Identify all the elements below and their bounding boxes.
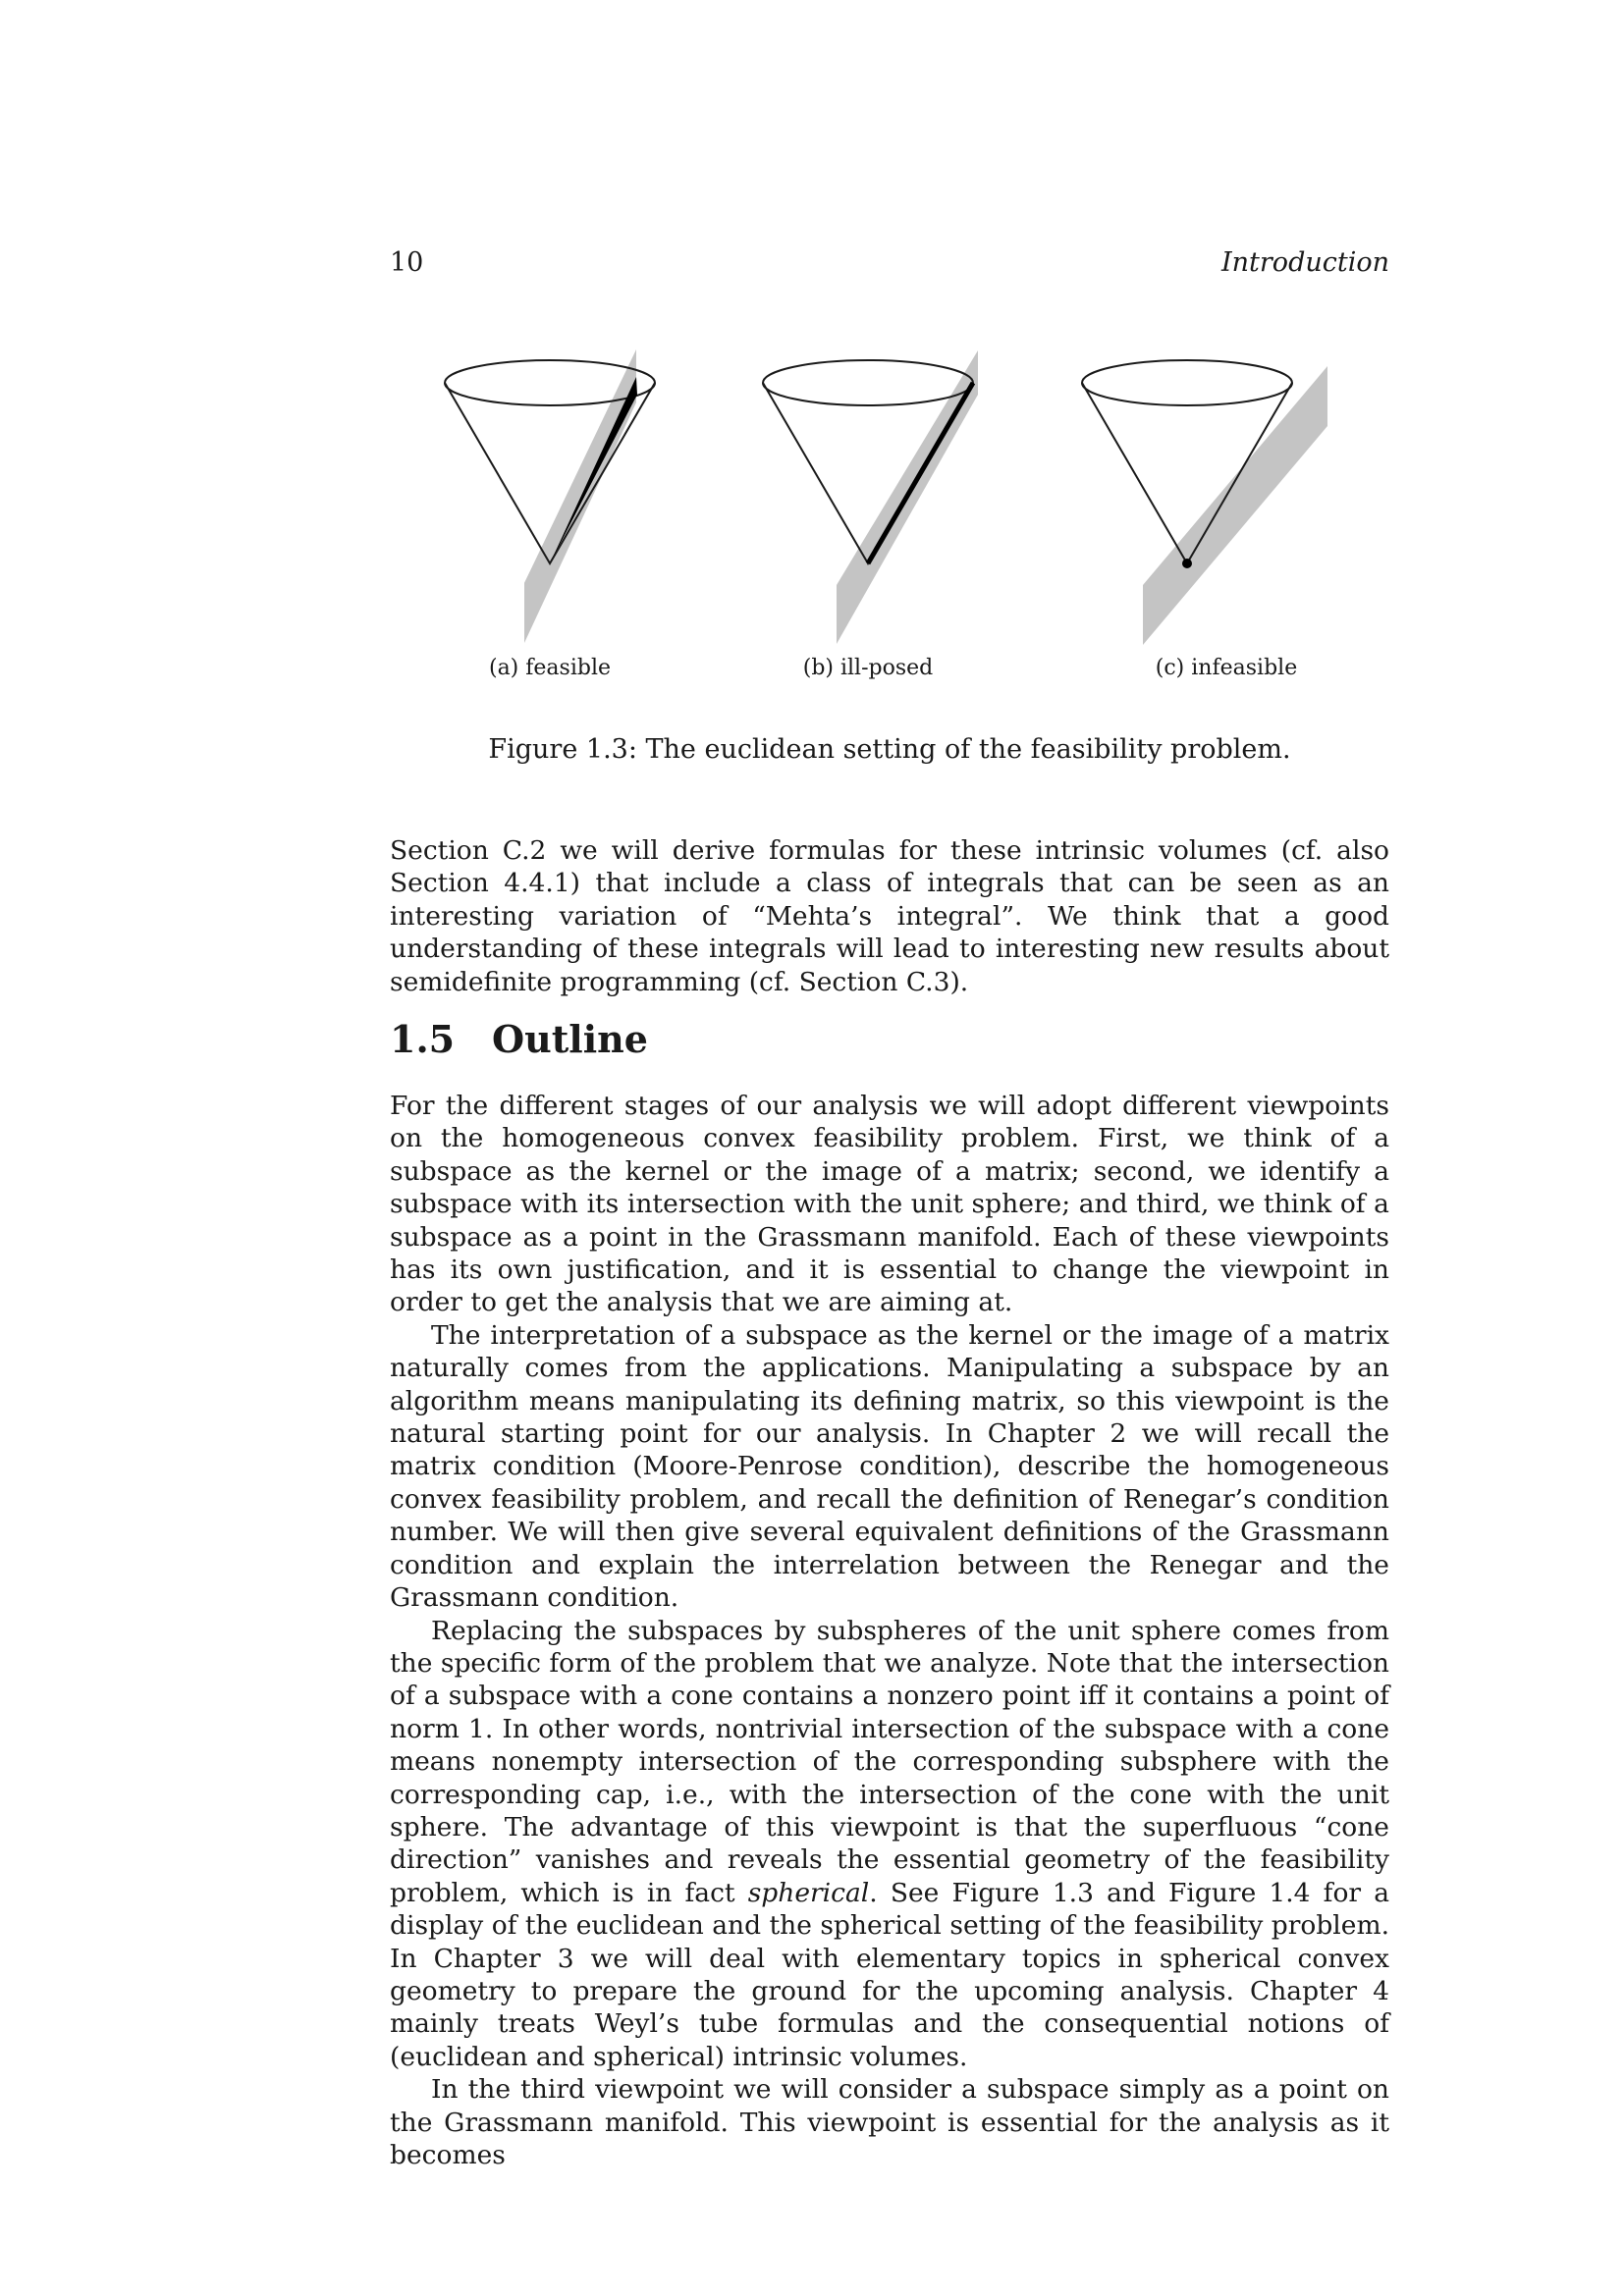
running-title: Introduction	[1221, 247, 1389, 278]
intro-paragraph: Section C.2 we will derive formulas for these intrinsic volumes (cf. also Section 4.4.1) that include a class of integrals that can be seen as an interesting variation of “Mehta’s integral”. We think that a good understanding of these integrals will lead to interesting new results about semidefinite programming (cf. Section C.3).	[390, 835, 1389, 997]
cone-rim-c	[1082, 360, 1292, 405]
outline-paragraph-3-end: . See Figure 1.3 and Figure 1.4 for a display of the euclidean and the spherical setting of the feasibility problem. In Chapter 3 we will deal with elementary topics in spherical convex geometry to prepare the ground for the upcoming analysis. Chapter 4 mainly treats Weyl’s tube formulas and the consequential notions of (euclidean and spherical) intrinsic volumes.	[390, 1877, 1389, 2072]
subfigure-b-label: (b) ill-posed	[802, 656, 934, 680]
cone-apex-point-c	[1182, 559, 1192, 568]
subfigure-c-label: (c) infeasible	[1155, 656, 1298, 680]
subfigure-c-infeasible	[1082, 360, 1327, 680]
intro-paragraph-block	[390, 834, 1389, 998]
outline-body	[390, 1090, 1389, 2171]
outline-paragraph-2: The interpretation of a subspace as the kernel or the image of a matrix naturally comes from the applications. Manipulating a subspace by an algorithm means manipulating its defining matrix, so this viewpoint is the natural starting point for our analysis. In Chapter 2 we will recall the matrix condition (Moore-Penrose condition), describe the homogeneous convex feasibility problem, and recall the definition of Renegar’s condition number. We will then give several equivalent definitions of the Grassmann condition and explain the interrelation between the Renegar and the Grassmann condition.	[390, 1319, 1389, 1614]
intersection-ray-b	[868, 383, 973, 563]
cone-rim-b	[763, 360, 973, 405]
section-number: 1.5	[390, 1017, 456, 1061]
outline-paragraph-3	[390, 1615, 1389, 2074]
outline-paragraph-1: For the different stages of our analysis we will adopt different viewpoints on the homogeneous convex feasibility problem. First, we think of a subspace as the kernel or the image of a matrix; second, we identify a subspace with its intersection with the unit sphere; and third, we think of a subspace as a point in the Grassmann manifold. Each of these viewpoints has its own justification, and it is essential to change the viewpoint in order to get the analysis that we are aiming at.	[390, 1091, 1389, 1318]
subspace-band-c	[1143, 366, 1327, 645]
subspace-band-a-fill	[524, 349, 636, 643]
section-title: Outline	[492, 1017, 648, 1061]
outline-paragraph-3-start: Replacing the subspaces by subspheres of the unit sphere comes from the specific form of the problem that we analyze. Note that the intersection of a subspace with a cone contains a nonzero point iff it contains a point of norm 1. In other words, nontrivial intersection of the subspace with a cone means nonempty intersection of the corresponding subsphere with the corresponding cap, i.e., with the intersection of the cone with the unit sphere. The advantage of this viewpoint is that the superfluous “cone direction” vanishes and reveals the essential geometry of the feasibility problem, which is in fact	[390, 1615, 1389, 1908]
subfigure-a-label: (a) feasible	[488, 656, 612, 680]
subfigure-b-ill-posed	[763, 350, 978, 680]
emphasis-spherical: spherical	[747, 1877, 870, 1908]
figure-1-3	[0, 0, 1624, 707]
section-heading	[390, 1017, 648, 1061]
figure-caption: Figure 1.3: The euclidean setting of the feasibility problem.	[488, 734, 1291, 765]
outline-paragraph-4: In the third viewpoint we will consider a subspace simply as a point on the Grassmann manifold. This viewpoint is essential for the analysis as it becomes	[390, 2074, 1389, 2170]
subfigure-a-feasible	[445, 349, 655, 680]
page-number: 10	[390, 247, 424, 278]
